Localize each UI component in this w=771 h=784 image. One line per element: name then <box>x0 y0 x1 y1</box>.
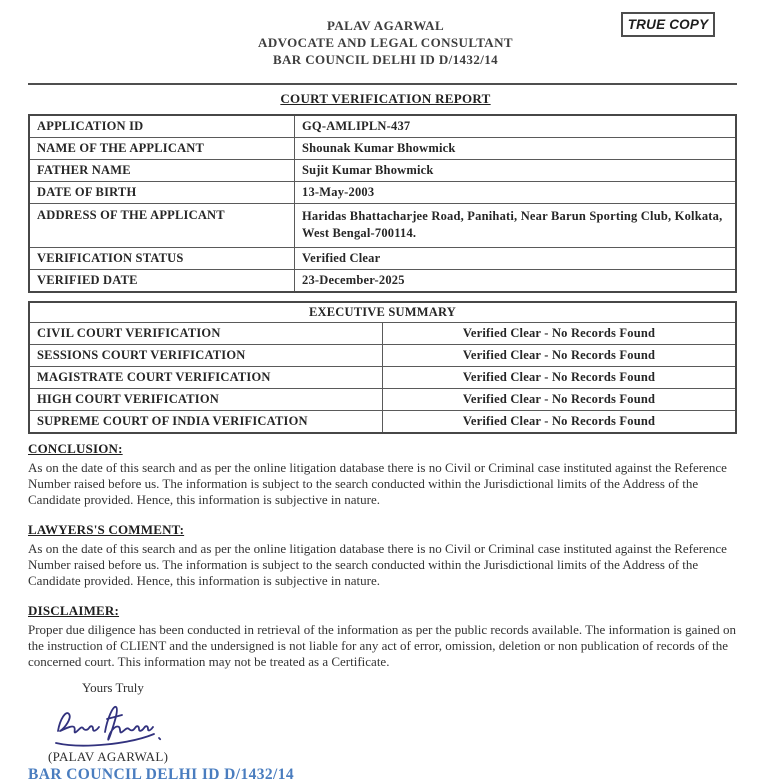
field-value: GQ-AMLIPLN-437 <box>295 115 737 138</box>
table-row <box>29 367 736 389</box>
disclaimer-section <box>28 603 745 670</box>
executive-summary-title: EXECUTIVE SUMMARY <box>29 302 736 323</box>
table-row <box>29 270 736 293</box>
executive-summary-table <box>28 301 737 434</box>
table-row <box>29 389 736 411</box>
check-label: HIGH COURT VERIFICATION <box>29 389 383 411</box>
table-row <box>29 323 736 345</box>
check-result: Verified Clear - No Records Found <box>383 389 737 411</box>
conclusion-heading: CONCLUSION: <box>28 441 123 456</box>
table-row <box>29 138 736 160</box>
check-result: Verified Clear - No Records Found <box>383 367 737 389</box>
conclusion-body: As on the date of this search and as per the online litigation database there is no Civil or Criminal case instituted against the Reference Number raised before us. The information is subject to the search conducted within the Jurisdictional limits of the Address of the Candidate provided. Hence, this information is subjective in nature. <box>28 460 727 507</box>
table-row <box>29 345 736 367</box>
field-label: VERIFICATION STATUS <box>29 248 295 270</box>
applicant-details-table <box>28 114 737 293</box>
signature-image <box>48 699 771 749</box>
field-label: FATHER NAME <box>29 160 295 182</box>
check-result: Verified Clear - No Records Found <box>383 323 737 345</box>
table-row <box>29 115 736 138</box>
table-row <box>29 204 736 248</box>
check-label: CIVIL COURT VERIFICATION <box>29 323 383 345</box>
header-divider <box>28 83 737 85</box>
lawyers-comment-body: As on the date of this search and as per the online litigation database there is no Civil or Criminal case instituted against the Reference Number raised before us. The information is subject to the search conducted within the Jurisdictional limits of the Address of the Candidate provided. Hence, this information is subjective in nature. <box>28 541 727 588</box>
true-copy-stamp-label: TRUE COPY <box>627 17 709 32</box>
report-title: COURT VERIFICATION REPORT <box>280 91 491 106</box>
advocate-name: PALAV AGARWAL <box>326 18 445 33</box>
field-value: Sujit Kumar Bhowmick <box>295 160 737 182</box>
conclusion-section <box>28 441 745 508</box>
lawyers-comment-heading: LAWYERS'S COMMENT: <box>28 522 185 537</box>
signer-name: (PALAV AGARWAL) <box>48 749 169 764</box>
field-value: 13-May-2003 <box>295 182 737 204</box>
check-label: SUPREME COURT OF INDIA VERIFICATION <box>29 411 383 434</box>
field-label: VERIFIED DATE <box>29 270 295 293</box>
advocate-bar-id: BAR COUNCIL DELHI ID D/1432/14 <box>272 52 499 67</box>
field-label: ADDRESS OF THE APPLICANT <box>29 204 295 248</box>
check-label: MAGISTRATE COURT VERIFICATION <box>29 367 383 389</box>
disclaimer-heading: DISCLAIMER: <box>28 603 120 618</box>
table-row <box>29 182 736 204</box>
lawyers-comment-section <box>28 522 745 589</box>
table-row <box>29 248 736 270</box>
field-value: Shounak Kumar Bhowmick <box>295 138 737 160</box>
field-value: Haridas Bhattacharjee Road, Panihati, Near Barun Sporting Club, Kolkata, West Bengal-700114. <box>295 204 737 248</box>
check-label: SESSIONS COURT VERIFICATION <box>29 345 383 367</box>
table-header-row <box>29 302 736 323</box>
closing-text: Yours Truly <box>82 680 144 695</box>
field-label: NAME OF THE APPLICANT <box>29 138 295 160</box>
table-row <box>29 411 736 434</box>
check-result: Verified Clear - No Records Found <box>383 411 737 434</box>
table-row <box>29 160 736 182</box>
true-copy-stamp <box>621 12 715 37</box>
check-result: Verified Clear - No Records Found <box>383 345 737 367</box>
advocate-role: ADVOCATE AND LEGAL CONSULTANT <box>258 35 513 50</box>
field-label: APPLICATION ID <box>29 115 295 138</box>
field-label: DATE OF BIRTH <box>29 182 295 204</box>
disclaimer-body: Proper due diligence has been conducted in retrieval of the information as per the public records available. The information is gained on the instruction of CLIENT and the undersigned is not liable for any act of error, omission, deletion or non publication of records of the concerned court. This information may not be treated as a Certificate. <box>28 622 737 669</box>
field-value: 23-December-2025 <box>295 270 737 293</box>
handwritten-signature-icon <box>48 699 178 749</box>
field-value: Verified Clear <box>295 248 737 270</box>
signer-bar-council-id: BAR COUNCIL DELHI ID D/1432/14 <box>28 766 295 783</box>
